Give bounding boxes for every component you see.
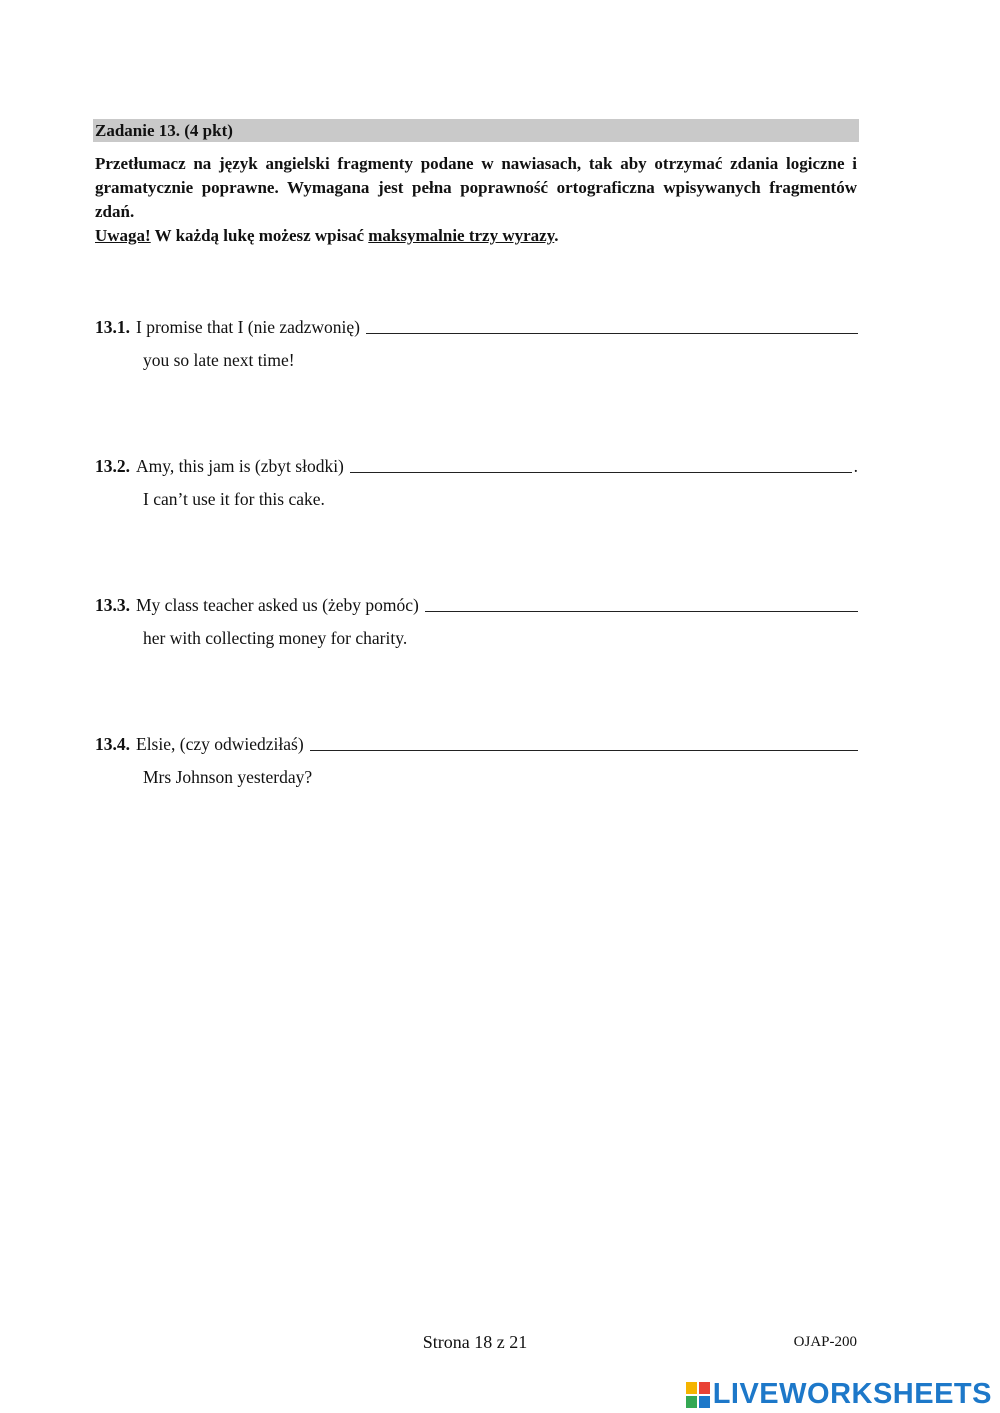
item-continuation: I can’t use it for this cake. bbox=[143, 489, 325, 509]
exercise-item-13-2 bbox=[95, 453, 858, 510]
note-emphasis: maksymalnie trzy wyrazy bbox=[368, 226, 555, 245]
answer-input-13-4[interactable] bbox=[310, 732, 858, 751]
item-continuation: her with collecting money for charity. bbox=[143, 628, 408, 648]
exam-code: OJAP-200 bbox=[793, 1334, 857, 1350]
item-number: 13.3. bbox=[95, 595, 130, 615]
note-text: W każdą lukę możesz wpisać bbox=[150, 226, 369, 245]
exercise-item-13-3 bbox=[95, 592, 858, 649]
note-end: . bbox=[554, 226, 559, 245]
item-prompt: Amy, this jam is (zbyt słodki) bbox=[136, 456, 344, 476]
brand-name: LIVEWORKSHEETS bbox=[712, 1378, 992, 1410]
item-prompt: Elsie, (czy odwiedziłaś) bbox=[136, 734, 304, 754]
item-continuation: you so late next time! bbox=[143, 350, 295, 370]
answer-input-13-2[interactable] bbox=[350, 454, 852, 473]
item-number: 13.4. bbox=[95, 734, 130, 754]
note-label: Uwaga! bbox=[95, 226, 151, 245]
exercise-item-13-4 bbox=[95, 731, 858, 788]
item-number: 13.2. bbox=[95, 456, 130, 476]
exercise-item-13-1 bbox=[95, 314, 858, 371]
item-prompt: I promise that I (nie zadzwonię) bbox=[136, 317, 361, 337]
item-end-punct: . bbox=[853, 456, 858, 476]
logo-mark-icon bbox=[686, 1382, 710, 1408]
item-prompt: My class teacher asked us (żeby pomóc) bbox=[136, 595, 419, 615]
instructions-text: Przetłumacz na język angielski fragmenty podane w nawiasach, tak aby otrzymać zdania logiczne i gramatycznie poprawne. Wymagana jest pełna poprawność ortograficzna wpisywanych fragmentów zdań. bbox=[95, 154, 857, 221]
answer-input-13-3[interactable] bbox=[425, 593, 858, 612]
note-line bbox=[95, 224, 857, 248]
item-number: 13.1. bbox=[95, 317, 130, 337]
item-continuation: Mrs Johnson yesterday? bbox=[143, 767, 313, 787]
page-number: Strona 18 z 21 bbox=[422, 1332, 528, 1352]
answer-input-13-1[interactable] bbox=[366, 315, 858, 334]
task-instructions bbox=[95, 152, 857, 248]
liveworksheets-logo[interactable] bbox=[686, 1378, 992, 1411]
task-header: Zadanie 13. (4 pkt) bbox=[93, 119, 859, 142]
